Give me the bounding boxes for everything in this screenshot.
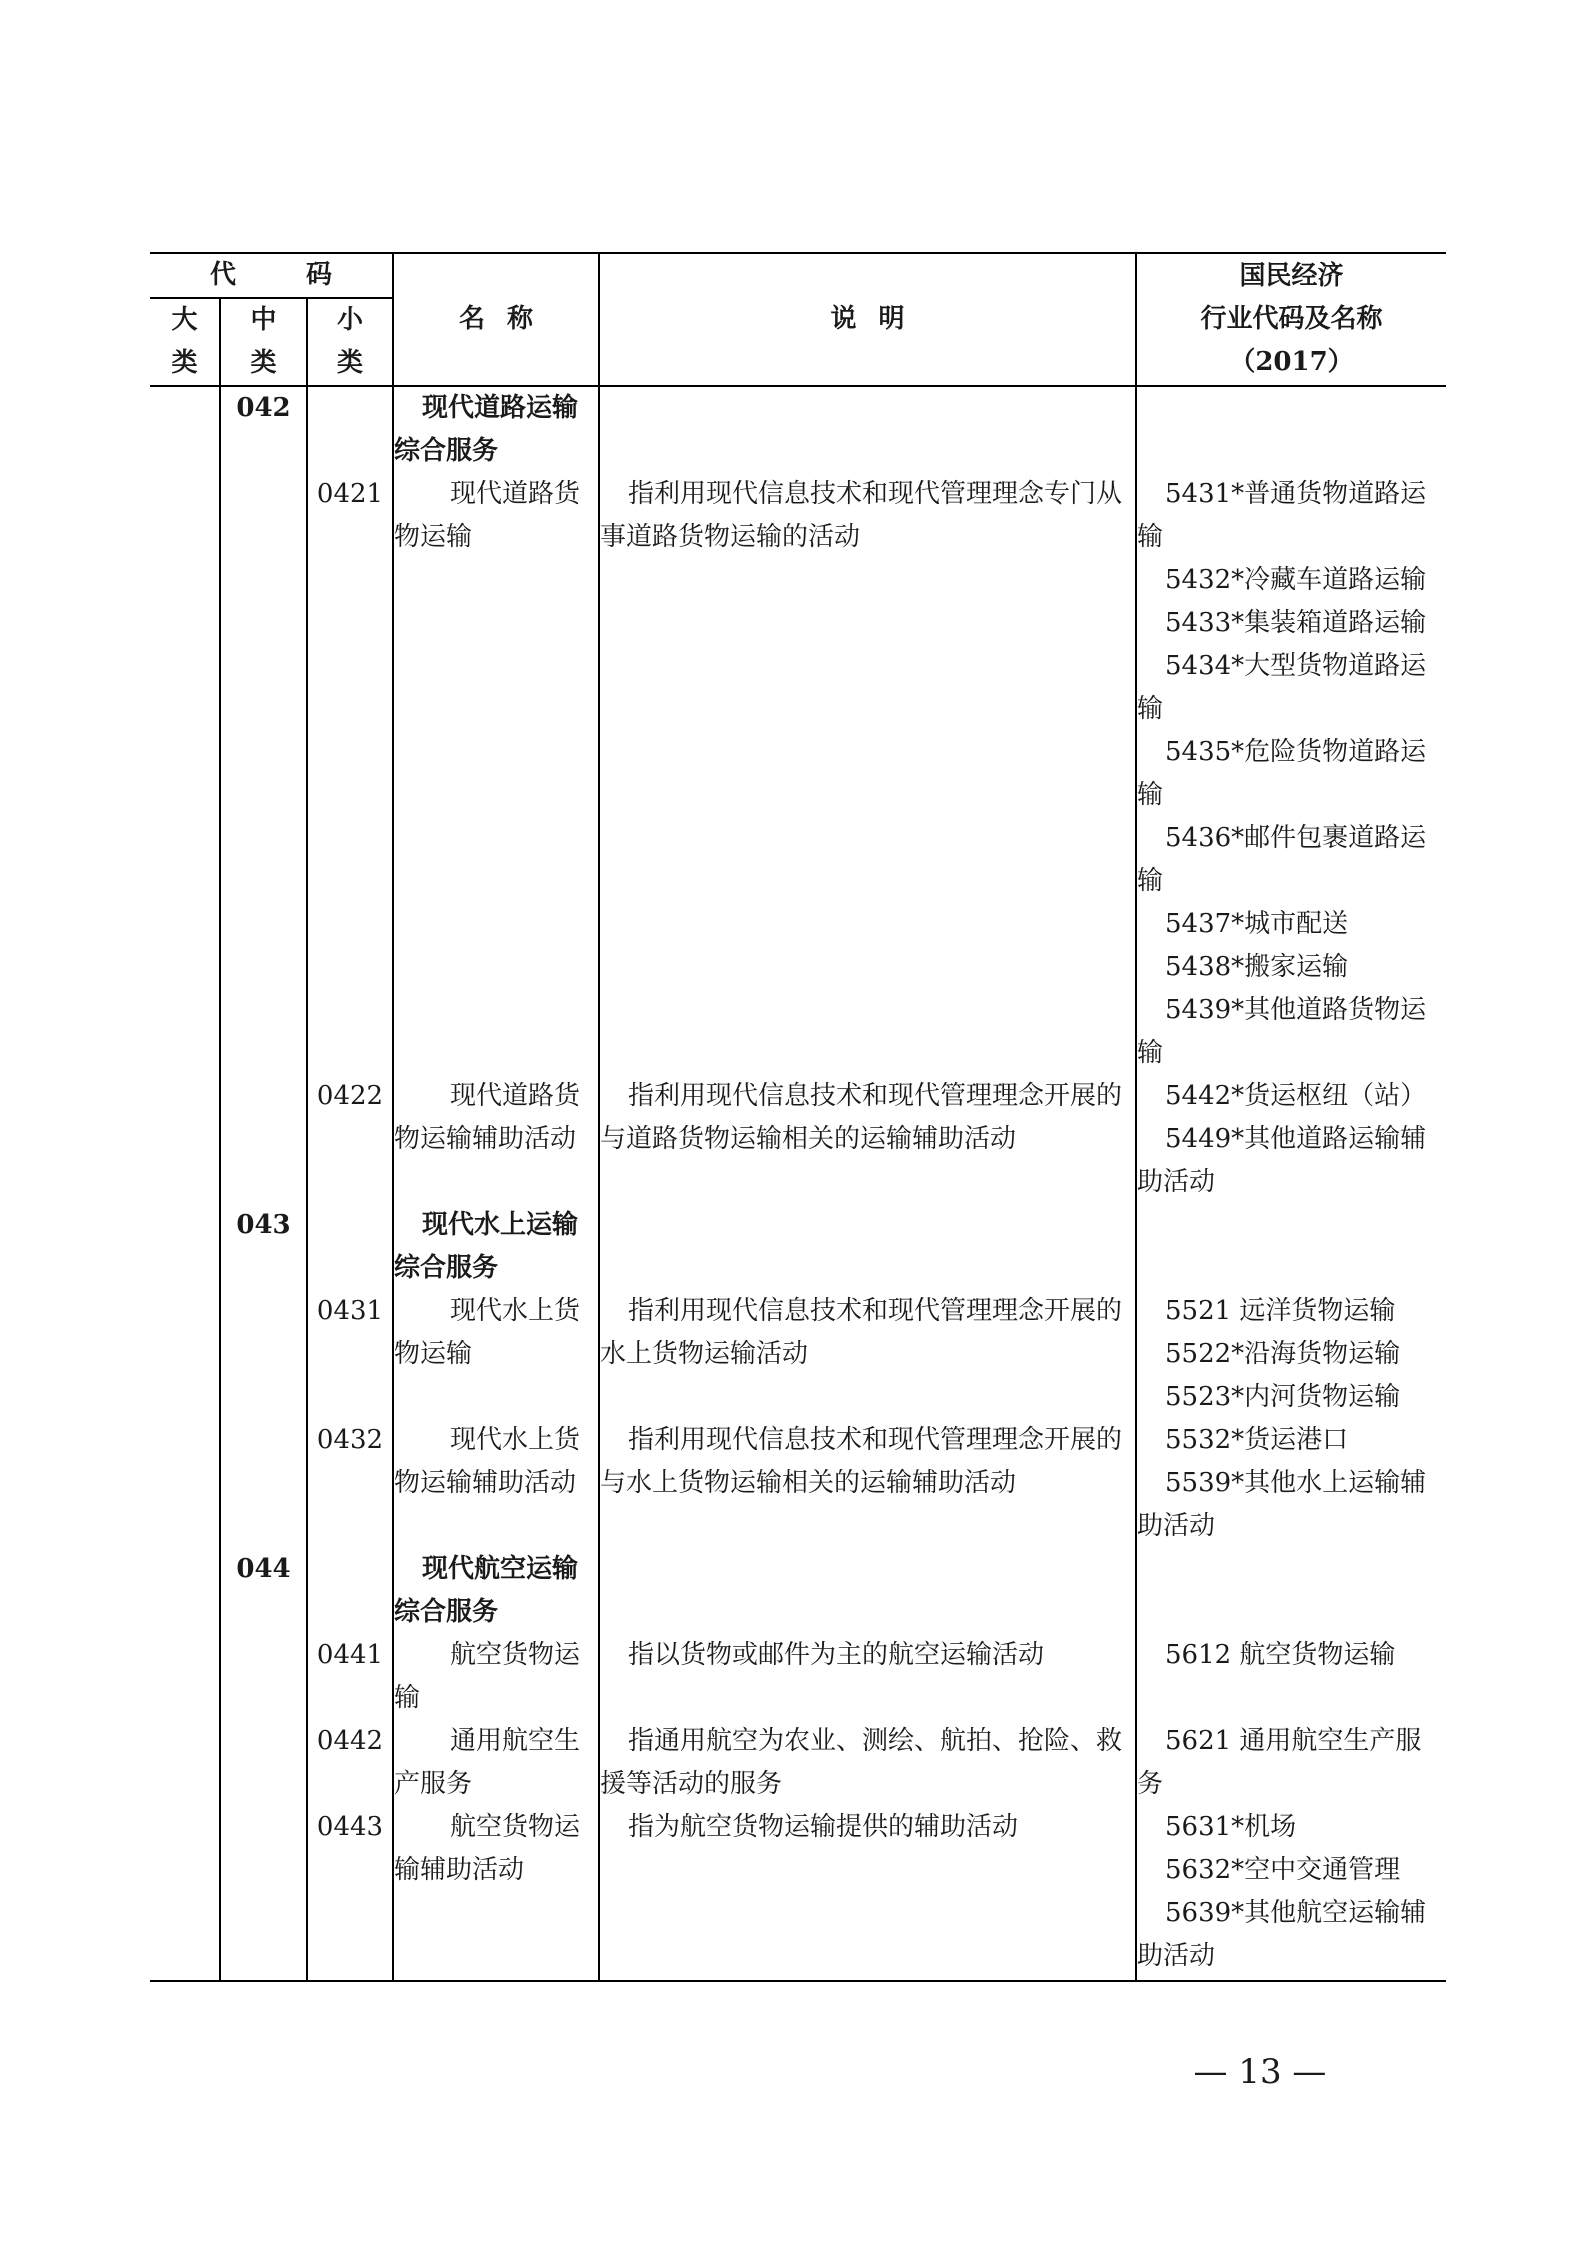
national-code-item: 5631*机场 bbox=[1165, 1812, 1297, 1842]
class-name: 现代道路货物运输 bbox=[393, 473, 599, 1075]
national-code-item: 5439*其他道路货物运输 bbox=[1137, 995, 1427, 1068]
table-row bbox=[150, 1075, 1446, 1204]
middle-class-code bbox=[220, 1419, 307, 1548]
minor-class-code: 0443 bbox=[307, 1806, 393, 1981]
national-code-item: 5442*货运枢纽（站） bbox=[1165, 1081, 1427, 1111]
name-header: 名称 bbox=[393, 253, 599, 386]
minor-class-code: 0432 bbox=[307, 1419, 393, 1548]
table-row bbox=[150, 1634, 1446, 1720]
minor-class-code: 0441 bbox=[307, 1634, 393, 1720]
table-row bbox=[150, 473, 1446, 1075]
class-description: 指通用航空为农业、测绘、航拍、抢险、救援等活动的服务 bbox=[599, 1720, 1136, 1806]
national-code-header: 国民经济 行业代码及名称 （2017） bbox=[1136, 253, 1446, 386]
table-body bbox=[150, 386, 1446, 1981]
class-name: 现代水上货物运输 bbox=[393, 1290, 599, 1419]
national-code-item: 5521 远洋货物运输 bbox=[1165, 1296, 1396, 1326]
table-row bbox=[150, 1720, 1446, 1806]
class-name: 现代航空运输综合服务 bbox=[393, 1548, 599, 1634]
middle-class-code bbox=[220, 1806, 307, 1981]
middle-class-code: 043 bbox=[220, 1204, 307, 1290]
class-name: 现代道路货物运输辅助活动 bbox=[393, 1075, 599, 1204]
class-description: 指为航空货物运输提供的辅助活动 bbox=[599, 1806, 1136, 1981]
minor-class-code: 0442 bbox=[307, 1720, 393, 1806]
class-name: 通用航空生产服务 bbox=[393, 1720, 599, 1806]
major-class-header: 大 类 bbox=[150, 298, 220, 386]
national-code-item: 5639*其他航空运输辅助活动 bbox=[1137, 1898, 1427, 1971]
middle-class-code bbox=[220, 1720, 307, 1806]
middle-class-code bbox=[220, 1634, 307, 1720]
table-row bbox=[150, 1419, 1446, 1548]
national-codes bbox=[1136, 1634, 1446, 1720]
national-code-item: 5612 航空货物运输 bbox=[1165, 1640, 1396, 1670]
class-name: 现代道路运输综合服务 bbox=[393, 386, 599, 473]
table-row bbox=[150, 1806, 1446, 1981]
class-description bbox=[599, 386, 1136, 473]
national-codes bbox=[1136, 1806, 1446, 1981]
major-class-cell bbox=[150, 1290, 220, 1419]
national-code-item: 5432*冷藏车道路运输 bbox=[1165, 565, 1427, 595]
minor-class-code: 0422 bbox=[307, 1075, 393, 1204]
table-row bbox=[150, 386, 1446, 473]
major-class-cell bbox=[150, 386, 220, 473]
middle-class-code bbox=[220, 1075, 307, 1204]
minor-class-code bbox=[307, 1204, 393, 1290]
national-code-item: 5437*城市配送 bbox=[1165, 909, 1349, 939]
minor-class-code bbox=[307, 386, 393, 473]
major-class-cell bbox=[150, 1634, 220, 1720]
national-code-item: 5522*沿海货物运输 bbox=[1165, 1339, 1401, 1369]
national-code-item: 5523*内河货物运输 bbox=[1165, 1382, 1401, 1412]
table-row bbox=[150, 1290, 1446, 1419]
minor-class-header: 小 类 bbox=[307, 298, 393, 386]
class-description bbox=[599, 1204, 1136, 1290]
national-code-item: 5621 通用航空生产服务 bbox=[1137, 1726, 1422, 1799]
major-class-cell bbox=[150, 1548, 220, 1634]
table-row bbox=[150, 1548, 1446, 1634]
middle-class-code: 044 bbox=[220, 1548, 307, 1634]
description-header: 说明 bbox=[599, 253, 1136, 386]
national-codes bbox=[1136, 1720, 1446, 1806]
national-code-item: 5632*空中交通管理 bbox=[1165, 1855, 1401, 1885]
major-class-cell bbox=[150, 1806, 220, 1981]
class-description: 指利用现代信息技术和现代管理理念开展的水上货物运输活动 bbox=[599, 1290, 1136, 1419]
class-name: 航空货物运输 bbox=[393, 1634, 599, 1720]
major-class-cell bbox=[150, 1419, 220, 1548]
national-codes bbox=[1136, 1290, 1446, 1419]
minor-class-code bbox=[307, 1548, 393, 1634]
national-codes bbox=[1136, 1548, 1446, 1634]
national-codes bbox=[1136, 1204, 1446, 1290]
major-class-cell bbox=[150, 1204, 220, 1290]
class-name: 航空货物运输辅助活动 bbox=[393, 1806, 599, 1981]
minor-class-code: 0421 bbox=[307, 473, 393, 1075]
major-class-cell bbox=[150, 473, 220, 1075]
page-number: — 13 — bbox=[1193, 2052, 1327, 2092]
middle-class-code bbox=[220, 1290, 307, 1419]
major-class-cell bbox=[150, 1720, 220, 1806]
national-code-item: 5431*普通货物道路运输 bbox=[1137, 479, 1427, 552]
class-description bbox=[599, 1548, 1136, 1634]
national-code-item: 5435*危险货物道路运输 bbox=[1137, 737, 1427, 810]
class-name: 现代水上运输综合服务 bbox=[393, 1204, 599, 1290]
class-name: 现代水上货物运输辅助活动 bbox=[393, 1419, 599, 1548]
national-code-item: 5532*货运港口 bbox=[1165, 1425, 1349, 1455]
national-codes bbox=[1136, 473, 1446, 1075]
national-codes bbox=[1136, 1419, 1446, 1548]
table-row bbox=[150, 1204, 1446, 1290]
class-description: 指利用现代信息技术和现代管理理念开展的与道路货物运输相关的运输辅助活动 bbox=[599, 1075, 1136, 1204]
national-code-item: 5539*其他水上运输辅助活动 bbox=[1137, 1468, 1427, 1541]
class-description: 指利用现代信息技术和现代管理理念开展的与水上货物运输相关的运输辅助活动 bbox=[599, 1419, 1136, 1548]
national-code-item: 5436*邮件包裹道路运输 bbox=[1137, 823, 1427, 896]
major-class-cell bbox=[150, 1075, 220, 1204]
class-description: 指以货物或邮件为主的航空运输活动 bbox=[599, 1634, 1136, 1720]
national-code-item: 5449*其他道路运输辅助活动 bbox=[1137, 1124, 1427, 1197]
class-description: 指利用现代信息技术和现代管理理念专门从事道路货物运输的活动 bbox=[599, 473, 1136, 1075]
national-code-item: 5438*搬家运输 bbox=[1165, 952, 1349, 982]
national-codes bbox=[1136, 386, 1446, 473]
national-code-item: 5433*集装箱道路运输 bbox=[1165, 608, 1427, 638]
middle-class-header: 中 类 bbox=[220, 298, 307, 386]
classification-table bbox=[150, 252, 1446, 1982]
middle-class-code: 042 bbox=[220, 386, 307, 473]
middle-class-code bbox=[220, 473, 307, 1075]
national-code-item: 5434*大型货物道路运输 bbox=[1137, 651, 1427, 724]
national-codes bbox=[1136, 1075, 1446, 1204]
code-header: 代 码 bbox=[150, 253, 393, 298]
minor-class-code: 0431 bbox=[307, 1290, 393, 1419]
